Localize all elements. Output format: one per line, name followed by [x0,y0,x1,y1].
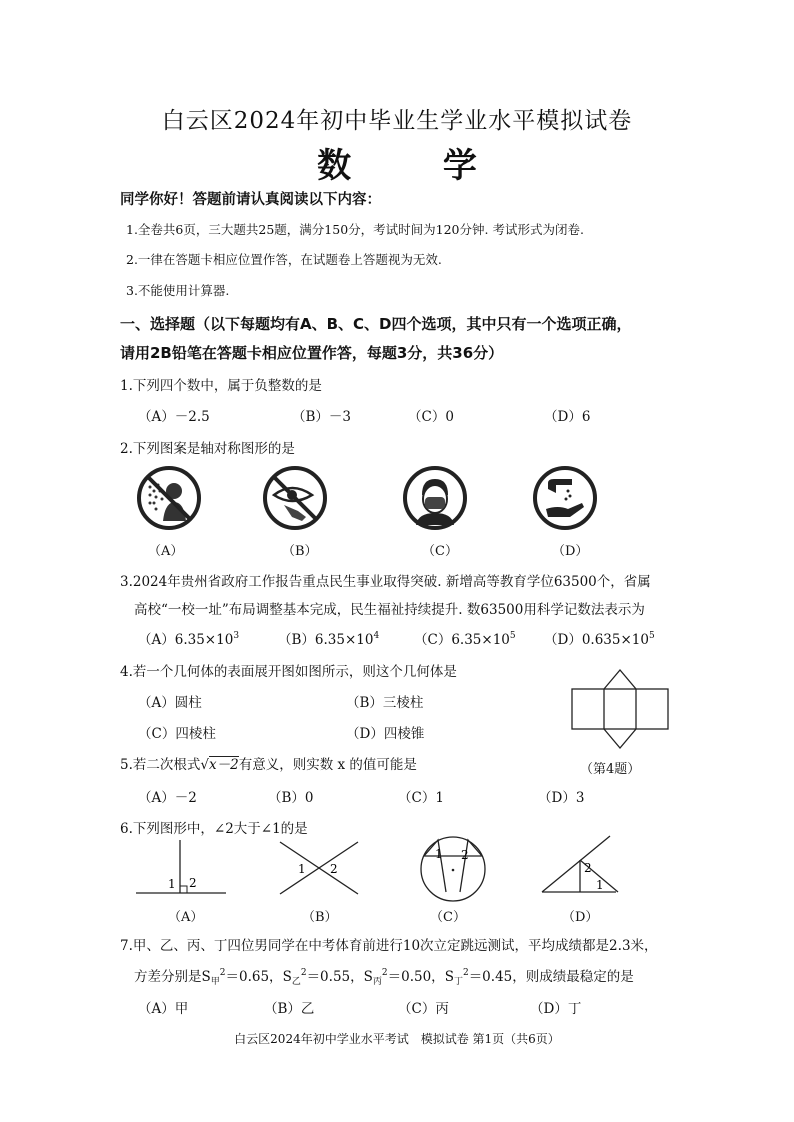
radicand: x－2 [209,757,239,773]
q4-caption: （第4题） [580,762,641,777]
q2-label-b: （B） [282,544,318,559]
q6c-angle1: 1 [435,847,443,861]
notice-heading: 同学你好！答题前请认真阅读以下内容： [120,192,381,208]
q1-option-a: （A）－2.5 [138,409,210,425]
q7-option-a: （A）甲 [138,1001,189,1017]
notice-item: 3.不能使用计算器. [126,283,230,298]
notice-item: 1.全卷共6页，三大题共25题，满分150分，考试时间为120分钟. 考试形式为闭卷. [126,222,584,237]
q6b-angle1: 1 [298,862,306,876]
page-footer: 白云区2024年初中学业水平考试 模拟试卷 第1页（共6页） [234,1032,560,1046]
q5-option-c: （C）1 [398,790,444,806]
q4-option-d: （D）四棱锥 [346,726,425,742]
q2-label-c: （C） [422,544,458,559]
exam-title: 白云区2024年初中毕业生学业水平模拟试卷 [161,108,633,134]
q3-option-b: $(B)6.35\times 10^4$ [278,631,380,648]
q6-label-b: （B） [302,910,338,925]
q1-option-b: （B）－3 [292,409,352,425]
q6-figure-d [540,834,620,896]
q3-option-c: $(C)6.35\times 10^5$ [414,631,516,648]
notice-item: 2.一律在答题卡相应位置作答，在试题卷上答题视为无效. [126,252,442,267]
q6-figure-a [136,840,228,896]
q5-option-b: （B）0 [268,790,314,806]
q7-option-b: （B）乙 [264,1001,315,1017]
variance-ding: $S_丁^2=0.45$， [444,968,526,987]
no-spraying-icon [136,465,202,531]
q4-net-figure [570,668,670,750]
q6d-angle1: 1 [596,878,604,892]
q6-label-c: （C） [430,910,466,925]
q5-stem: 5.若二次根式√x－2有意义，则实数 x 的值可能是 [120,757,417,773]
q2-stem: 2.下列图案是轴对称图形的是 [120,441,295,457]
q6d-angle2: 2 [584,861,592,875]
q6-figure-b [276,840,362,896]
q3-option-d: $(D)0.635\times 10^5$ [544,631,655,648]
q1-option-d: （D）6 [544,409,591,425]
variance-bing: $S_丙^2=0.50$， [363,968,445,987]
q7-option-c: （C）丙 [398,1001,449,1017]
q4-option-b: （B）三棱柱 [346,695,424,711]
radical-sign: √ [200,757,209,773]
q4-option-c: （C）四棱柱 [138,726,216,742]
q5-option-a: （A）－2 [138,790,197,806]
q6-stem: 6.下列图形中，∠2大于∠1的是 [120,821,308,837]
q7-option-d: （D）丁 [530,1001,582,1017]
section-heading: 一、选择题（以下每题均有A、B、C、D四个选项，其中只有一个选项正确， [120,315,632,333]
subject-title: 数 学 [317,146,517,186]
section-heading-cont: 请用2B铅笔在答题卡相应位置作答，每题3分，共36分） [120,344,504,362]
q4-option-a: （A）圆柱 [138,695,202,711]
q7-stem-line1: 7.甲、乙、丙、丁四位男同学在中考体育前进行10次立定跳远测试，平均成绩都是2.3米， [120,938,658,954]
no-eye-touch-icon [262,465,328,531]
wash-hands-icon [532,465,598,531]
q2-label-d: （D） [552,544,589,559]
wear-mask-icon [402,465,468,531]
q6a-angle2: 2 [189,876,197,890]
q2-label-a: （A） [148,544,184,559]
q3-stem-line1: 3.2024年贵州省政府工作报告重点民生事业取得突破. 新增高等教育学位63500个，省属 [120,574,651,590]
q6b-angle2: 2 [330,862,338,876]
q6-label-a: （A） [168,910,204,925]
q1-option-c: （C）0 [408,409,454,425]
q7-stem-line2: 方差分别是$S_甲^2=0.65$，$S_乙^2=0.55$，$S_丙^2=0.50$，$S_丁^2=0.45$，则成绩最稳定的是 [134,968,634,987]
q4-stem: 4.若一个几何体的表面展开图如图所示，则这个几何体是 [120,664,457,680]
q6c-angle2: 2 [461,848,469,862]
q1-stem: 1.下列四个数中，属于负整数的是 [120,378,322,394]
q6-figure-c [418,834,488,904]
q6-label-d: （D） [562,910,599,925]
variance-jia: $S_甲^2=0.65$， [201,968,283,987]
q6a-angle1: 1 [168,877,176,891]
q5-option-d: （D）3 [538,790,585,806]
q3-stem-line2: 高校“一校一址”布局调整基本完成，民生福祉持续提升. 数63500用科学记数法表示为 [134,602,645,618]
q3-option-a: $(A)6.35\times 10^3$ [138,631,240,648]
variance-yi: $S_乙^2=0.55$， [282,968,364,987]
